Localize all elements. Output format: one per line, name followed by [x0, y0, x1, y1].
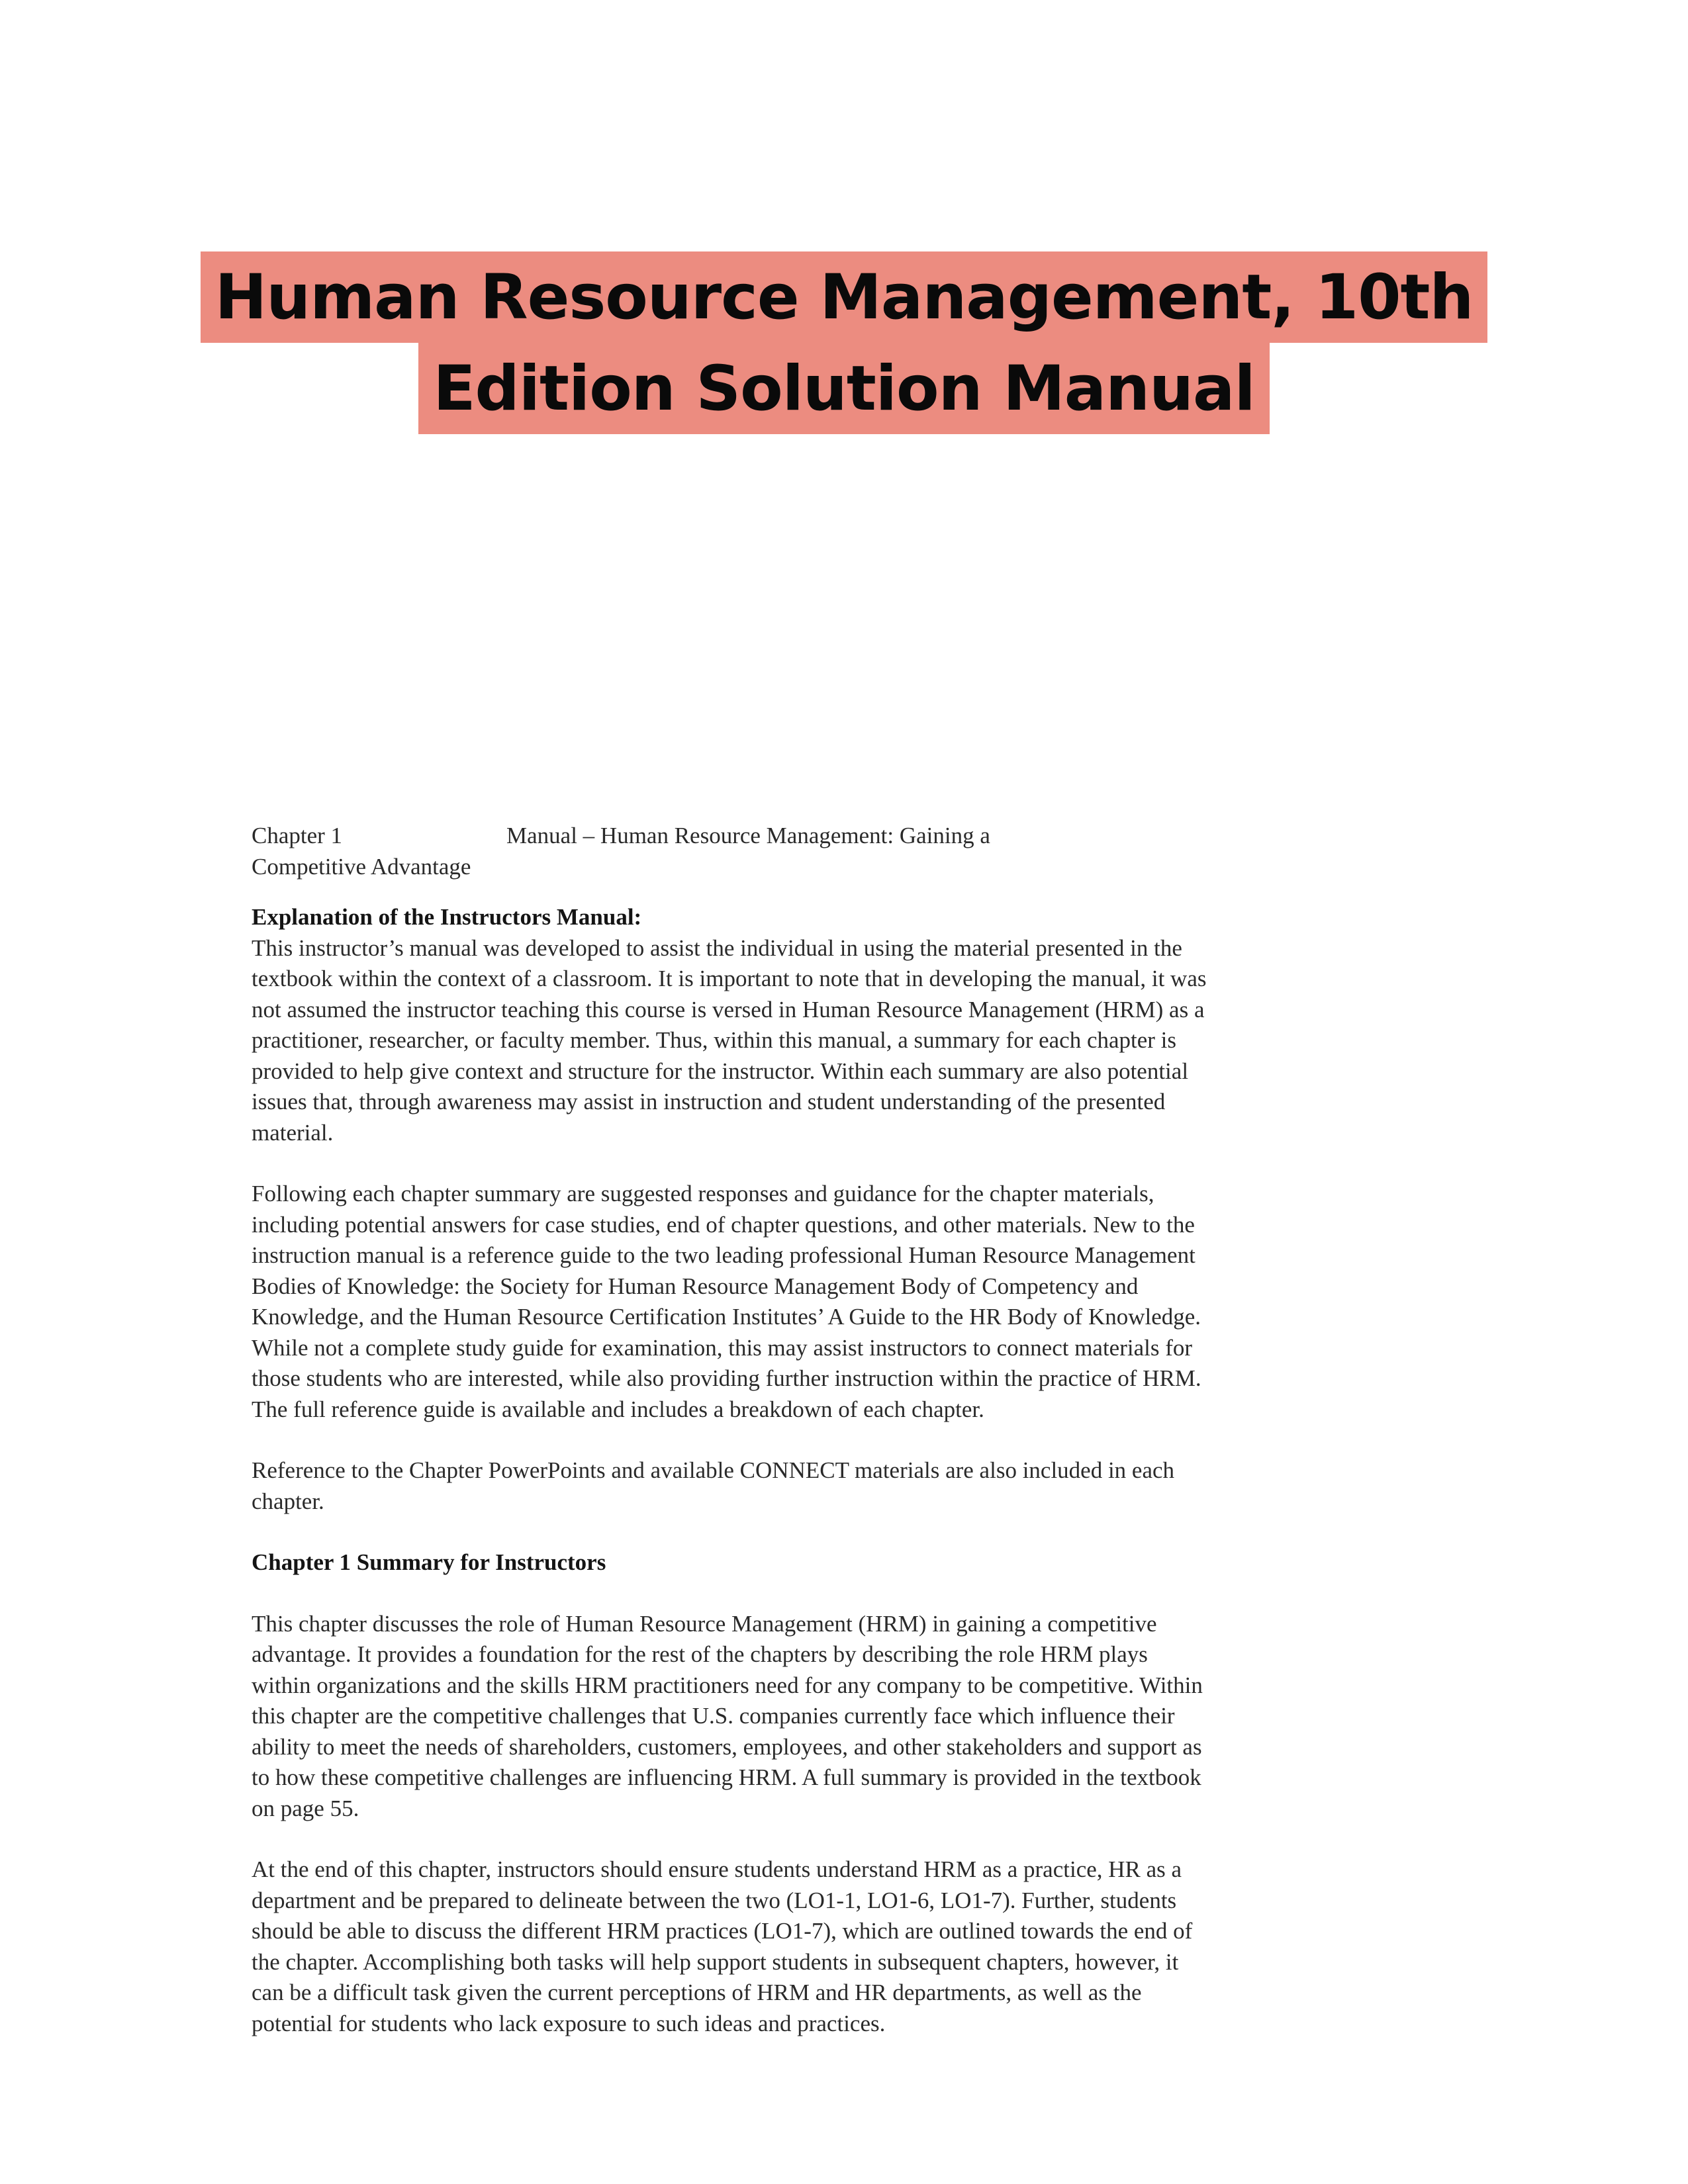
- paragraph-2: Following each chapter summary are suggested responses and guidance for the chapter materials, including potential answers for case studies, end of chapter questions, and other materials. New to the instruction manual is a reference guide to the two leading professional Human Resource Management Bodies of Knowledge: the Society for Human Resource Management Body of Competency and Knowledge, and the Human Resource Certification Institutes’ A Guide to the HR Body of Knowledge. While not a complete study guide for examination, this may assist instructors to connect materials for those students who are interested, while also providing further instruction within the practice of HRM. The full reference guide is available and includes a breakdown of each chapter.: [252, 1181, 1201, 1422]
- title-line-2: Edition Solution Manual: [418, 343, 1269, 434]
- chapter-header: [252, 821, 1211, 882]
- explanation-heading: Explanation of the Instructors Manual:: [252, 904, 642, 930]
- paragraph-5: At the end of this chapter, instructors should ensure students understand HRM as a practice, HR as a department and be prepared to delineate between the two (LO1-1, LO1-6, LO1-7). Further, students should be able to discuss the different HRM practices (LO1-7), which are outlined towards the end of the chapter. Accomplishing both tasks will help support students in subsequent chapters, however, it can be a difficult task given the current perceptions of HRM and HR departments, as well as the potential for students who lack exposure to such ideas and practices.: [252, 1856, 1193, 2036]
- chapter-label: Chapter 1: [252, 823, 343, 848]
- title-line-1: Human Resource Management, 10th: [201, 251, 1488, 343]
- paragraph-3: Reference to the Chapter PowerPoints and available CONNECT materials are also included in each chapter.: [252, 1457, 1175, 1514]
- paragraph-1: This instructor’s manual was developed to assist the individual in using the material presented in the textbook within the context of a classroom. It is important to note that in developing the manual, it was not assumed the instructor teaching this course is versed in Human Resource Management (HRM) as a practitioner, researcher, or faculty member. Thus, within this manual, a summary for each chapter is provided to help give context and structure for the instructor. Within each summary are also potential issues that, through awareness may assist in instruction and student understanding of the presented material.: [252, 934, 1207, 1146]
- summary-heading: Chapter 1 Summary for Instructors: [252, 1549, 606, 1575]
- document-body: [252, 821, 1211, 2070]
- chapter-title-part2: Competitive Advantage: [252, 853, 471, 880]
- chapter-title-part1: Manual – Human Resource Management: Gaining a: [506, 823, 990, 848]
- paragraph-4: This chapter discusses the role of Human Resource Management (HRM) in gaining a competitive advantage. It provides a foundation for the rest of the chapters by describing the role HRM plays within organizations and the skills HRM practitioners need for any company to be competitive. Within this chapter are the competitive challenges that U.S. companies currently face which influence their ability to meet the needs of shareholders, customers, employees, and other stakeholders and support as to how these competitive challenges are influencing HRM. A full summary is provided in the textbook on page 55.: [252, 1610, 1203, 1821]
- document-title: [0, 251, 1688, 434]
